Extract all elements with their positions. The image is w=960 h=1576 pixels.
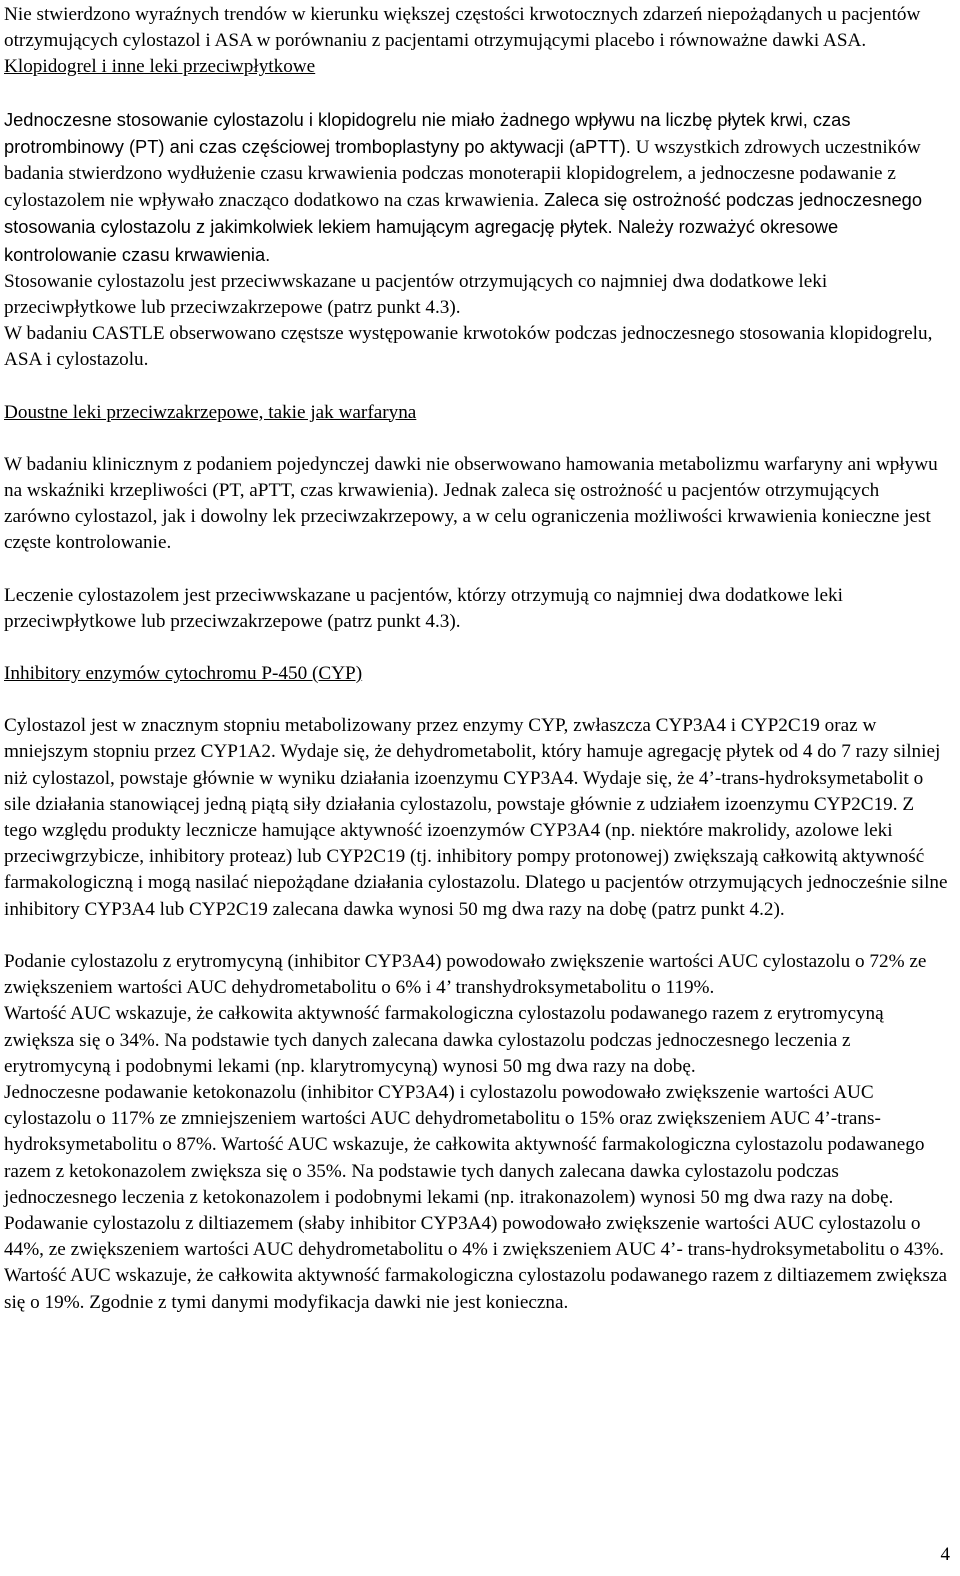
spacer (4, 374, 950, 400)
paragraph-clopidogrel (4, 107, 950, 269)
paragraph-asa-trends: Nie stwierdzono wyraźnych trendów w kierunku większej częstości krwotocznych zdarzeń niepożądanych u pacjentów otrzymujących cylostazol i ASA w porównaniu z pacjentami otrzymującymi placebo i równoważne dawki ASA. (4, 4, 921, 52)
spacer (4, 81, 950, 107)
paragraph-castle: W badaniu CASTLE obserwowano częstsze występowanie krwotoków podczas jednoczesnego stosowania klopidogrelu, ASA i cylostazolu. (4, 323, 933, 371)
document-page (4, 2, 950, 1316)
paragraph-cyp-metabolism: Cylostazol jest w znacznym stopniu metabolizowany przez enzymy CYP, zwłaszcza CYP3A4 i CYP2C19 oraz w mniejszym stopniu przez CYP1A2. Wydaje się, że dehydrometabolit, który hamuje agregację płytek od 4 do 7 razy silniej niż cylostazol, powstaje głównie w wyniku działania izoenzymu CYP3A4. Wydaje się, że 4’-trans-hydroksymetabolit o sile działania stanowiącej jedną piątą siły działania cylostazolu, powstaje głównie z udziałem izoenzymu CYP2C19. Z tego względu produkty lecznicze hamujące aktywność izoenzymów CYP3A4 (np. niektóre makrolidy, azolowe leki przeciwgrzybicze, inhibitory proteaz) lub CYP2C19 (tj. inhibitory pompy protonowej) zwiększają całkowitą aktywność farmakologiczną i mogą nasilać niepożądane działania cylostazolu. Dlatego u pacjentów otrzymujących jednocześnie silne inhibitory CYP3A4 lub CYP2C19 zalecana dawka wynosi 50 mg dwa razy na dobę (patrz punkt 4.2). (4, 715, 948, 920)
paragraph-auc-erythromycin: Wartość AUC wskazuje, że całkowita aktywność farmakologiczna cylostazolu podawanego razem z erytromycyną zwiększa się o 34%. Na podstawie tych danych zalecana dawka cylostazolu podczas jednoczesnego leczenia z erytromycyną i podobnymi lekami (np. klarytromycyną) wynosi 50 mg dwa razy na dobę. (4, 1003, 884, 1077)
spacer (4, 687, 950, 713)
heading-cyp: Inhibitory enzymów cytochromu P-450 (CYP) (4, 663, 363, 685)
spacer (4, 923, 950, 949)
clopidogrel-text-b: U wszystkich zdrowych uczestników badania stwierdzono wydłużenie czasu krwawienia podczas monoterapii klopidogrelem, a jednoczesne podawanie z cylostazolem nie wpływało znacząco dodatkowo na czas krwawienia. (4, 136, 921, 212)
spacer (4, 426, 950, 452)
heading-clopidogrel: Klopidogrel i inne leki przeciwpłytkowe (4, 56, 316, 78)
spacer (4, 635, 950, 661)
paragraph-erythromycin: Podanie cylostazolu z erytromycyną (inhibitor CYP3A4) powodowało zwiększenie wartości AUC cylostazolu o 72% ze zwiększeniem wartości AUC dehydrometabolitu o 6% i 4’ transhydroksymetabolitu o 119%. (4, 950, 927, 999)
paragraph-contraindication-2: Leczenie cylostazolem jest przeciwwskazane u pacjentów, którzy otrzymują co najmniej dwa dodatkowe leki przeciwpłytkowe lub przeciwzakrzepowe (patrz punkt 4.3). (4, 584, 843, 632)
clopidogrel-text-c: Zaleca się ostrożność podczas jednoczesnego stosowania cylostazolu z jakimkolwiek lekiem hamującym agregację płytek. Należy rozważyć okresowe kontrolowanie czasu krwawienia. (4, 189, 923, 265)
paragraph-contraindication-1: Stosowanie cylostazolu jest przeciwwskazane u pacjentów otrzymujących co najmniej dwa dodatkowe leki przeciwpłytkowe lub przeciwzakrzepowe (patrz punkt 4.3). (4, 270, 828, 319)
clopidogrel-text-a: Jednoczesne stosowanie cylostazolu i klopidogrelu nie miało żadnego wpływu na liczbę płytek krwi, czas protrombinowy (PT) ani czas częściowej tromboplastyny po aktywacji (aPTT). (4, 108, 851, 157)
paragraph-warfarin: W badaniu klinicznym z podaniem pojedynczej dawki nie obserwowano hamowania metabolizmu warfaryny ani wpływu na wskaźniki krzepliwości (PT, aPTT, czas krwawienia). Jednak zaleca się ostrożność u pacjentów otrzymujących zarówno cylostazol, jak i dowolny lek przeciwzakrzepowy, a w celu ograniczenia możliwości krwawienia konieczne jest częste kontrolowanie. (4, 453, 938, 554)
spacer (4, 557, 950, 583)
heading-warfarin: Doustne leki przeciwzakrzepowe, takie jak warfaryna (4, 401, 417, 423)
paragraph-ketoconazole: Jednoczesne podawanie ketokonazolu (inhibitor CYP3A4) i cylostazolu powodowało zwiększenie wartości AUC cylostazolu o 117% ze zmniejszeniem wartości AUC dehydrometabolitu o 15% oraz zwiększeniem AUC 4’-trans-hydroksymetabolitu o 87%. Wartość AUC wskazuje, że całkowita aktywność farmakologiczna cylostazolu podawanego razem z ketokonazolem zwiększa się o 35%. Na podstawie tych danych zalecana dawka cylostazolu podczas jednoczesnego leczenia z ketokonazolem i podobnymi lekami (np. itrakonazolem) wynosi 50 mg dwa razy na dobę. (4, 1081, 925, 1208)
paragraph-diltiazem: Podawanie cylostazolu z diltiazemem (słaby inhibitor CYP3A4) powodowało zwiększenie wartości AUC cylostazolu o 44%, ze zwiększeniem wartości AUC dehydrometabolitu o 4% i zwiększeniem AUC 4’- trans-hydroksymetabolitu o 43%. Wartość AUC wskazuje, że całkowita aktywność farmakologiczna cylostazolu podawanego razem z diltiazemem zwiększa się o 19%. Zgodnie z tymi danymi modyfikacja dawki nie jest konieczna. (4, 1212, 948, 1313)
page-number: 4 (940, 1544, 950, 1565)
